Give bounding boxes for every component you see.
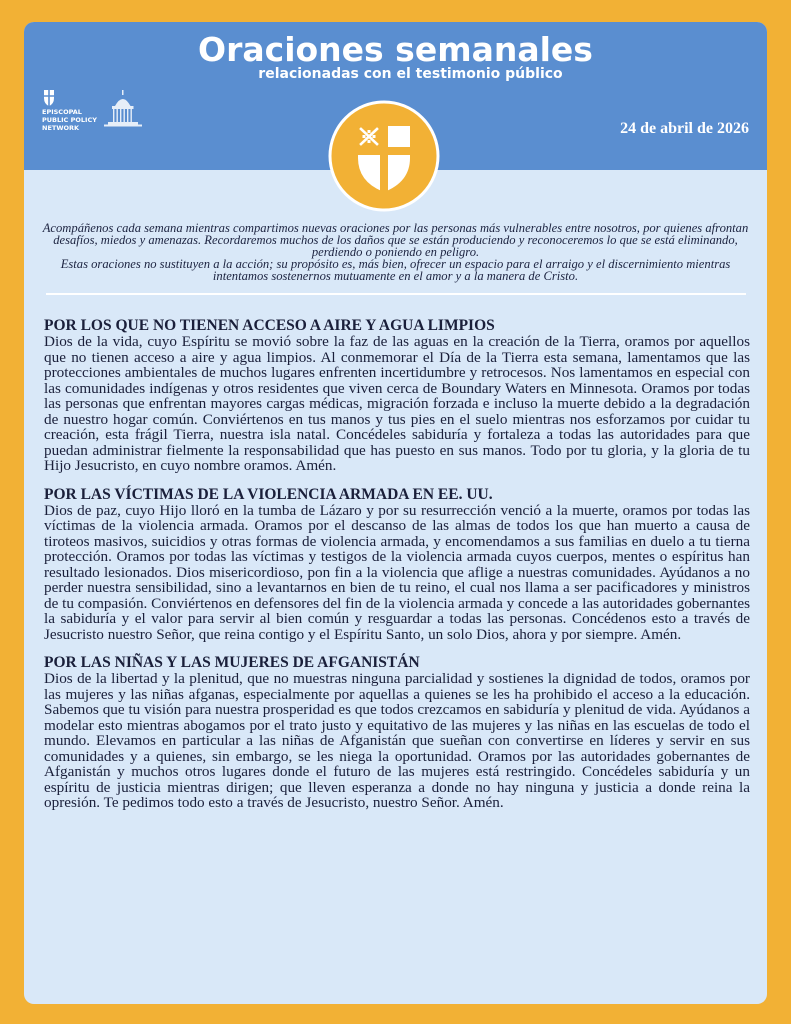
divider (46, 293, 746, 295)
prayer-section-clean-air-water (44, 318, 750, 474)
logo-text (42, 108, 102, 132)
section-heading: POR LAS VÍCTIMAS DE LA VIOLENCIA ARMADA EN EE. UU. (44, 485, 493, 503)
prayer-section-afghan-women (44, 655, 750, 811)
page-subtitle: relacionadas con el testimonio público (258, 66, 563, 82)
prayer-section-gun-violence (44, 487, 750, 643)
section-body: Dios de paz, cuyo Hijo lloró en la tumba de Lázaro y por su resurrección venció a la muerte, oramos por todas las víctimas de la violencia armada. Oramos por el descanso de las almas de todos los que han muerto a causa de tiroteos masivos, suicidios y otras formas de violencia armada, y encomendamos a sus familias en duelo a tu tierna protección. Oramos por todas las víctimas y testigos de la violencia armada cuyos cuerpos, mentes o espíritus han resultado lesionados. Dios misericordioso, pon fin a la violencia que aflige a nuestras comunidades. Ayúdanos a no perder nuestra sensibilidad, sino a levantarnos en bien de tu reino, el cual nos llama a ser pacificadores y ministros de tu compasión. Conviértenos en defensores del fin de la violencia armada y concede a las autoridades gobernantes la sabiduría y el valor para servir al bien común y resguardar a todas las personas. Concédenos esto a través de Jesucristo nuestro Señor, que reina contigo y el Espíritu Santo, un solo Dios, ahora y por siempre. Amén. (44, 501, 750, 643)
section-heading: POR LOS QUE NO TIENEN ACCESO A AIRE Y AGUA LIMPIOS (44, 317, 495, 334)
logo-line-2: PUBLIC POLICY (42, 116, 97, 124)
section-body: Dios de la libertad y la plenitud, que no muestras ninguna parcialidad y sostienes la dignidad de todos, oramos por las mujeres y las niñas afganas, especialmente por aquellas a quienes se les ha prohibido el acceso a la educación. Sabemos que tu visión para nuestra prosperidad es que todos crezcamos en sabiduría y plenitud de vida. Ayúdanos a modelar esto mientras abogamos por el trato justo y equitativo de las mujeres y las niñas en las escuelas de todo el mundo. Elevamos en particular a las niñas de Afganistán que sueñan con convertirse en líderes y servir en sus comunidades y a quienes, sin embargo, se les niega la oportunidad. Oramos por las autoridades gobernantes de Afganistán y muchos otros lugares donde el futuro de las mujeres está restringido. Concédeles sabiduría y un espíritu de justicia mientras dirigen; que lleven esperanza a donde no hay ninguna y justicia a donde reina la opresión. Te pedimos todo esto a través de Jesucristo, nuestro Señor. Amén. (44, 670, 750, 811)
page-card (24, 22, 767, 1004)
episcopal-public-policy-network-logo (42, 88, 152, 138)
intro-paragraph-2: Estas oraciones no sustituyen a la acción; su propósito es, más bien, ofrecer un espacio para el arraigo y el discernimiento mientras intentamos sostenernos mutuamente en el amor y a la manera de Cristo. (60, 257, 731, 283)
page-title: Oraciones semanales (198, 30, 593, 69)
prayer-sections (44, 318, 750, 824)
section-body: Dios de la vida, cuyo Espíritu se movió sobre la faz de las aguas en la creación de la Tierra, oramos por aquellos que no tienen acceso a aire y agua limpios. Al conmemorar el Día de la Tierra esta semana, lamentamos que las protecciones ambientales de muchos lugares enfrenten incertidumbre y retrocesos. Nos lamentamos en especial con las comunidades indígenas y otros residentes que viven cerca de Boundary Waters en Minnesota. Oramos por todas las personas que enfrentan mayores cargas médicas, migración forzada e incluso la muerte debido a la degradación de nuestro hogar común. Conviértenos en tus manos y tus pies en el suelo mientras nos esforzamos por cuidar tu creación, esta frágil Tierra, nuestra isla natal. Concédeles sabiduría y fortaleza a todas las autoridades para que puedan administrar fielmente la responsabilidad que has puesto en sus manos. Todo por tu gloria, y la gloria de tu Hijo Jesucristo, en cuyo nombre oramos. Amén. (44, 333, 750, 474)
logo-line-3: NETWORK (42, 124, 80, 132)
logo-line-1: EPISCOPAL (42, 108, 82, 116)
episcopal-shield-icon (328, 100, 440, 212)
intro-text (42, 222, 749, 282)
publication-date: 24 de abril de 2026 (620, 120, 749, 137)
intro-paragraph-1: Acompáñenos cada semana mientras compartimos nuevas oraciones por las personas más vulnerables entre nosotros, por quienes afrontan desafíos, miedos y amenazas. Recordaremos muchos de los daños que se están produciendo y reconoceremos lo que se está eliminando, perdiendo o poniendo en peligro. (42, 221, 749, 259)
section-heading: POR LAS NIÑAS Y LAS MUJERES DE AFGANISTÁN (44, 654, 420, 671)
